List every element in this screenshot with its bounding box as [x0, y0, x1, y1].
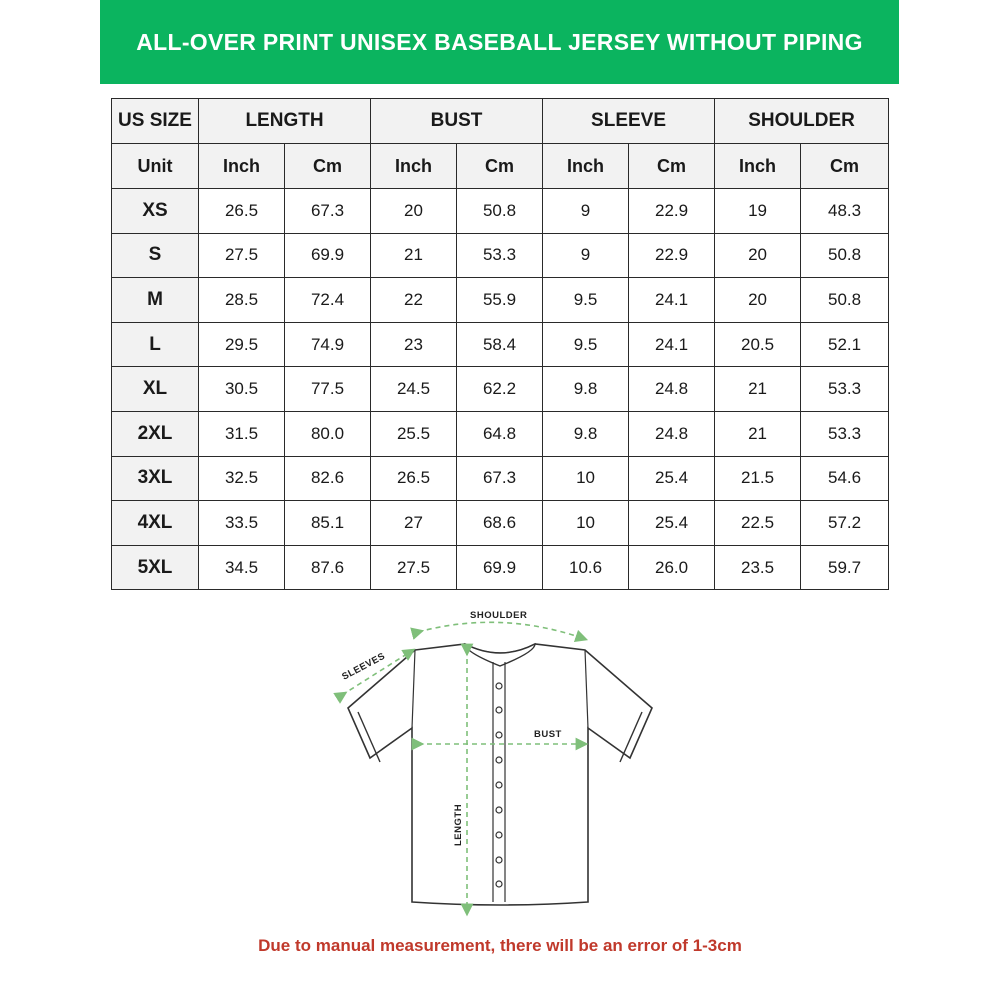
unit-cell: Inch — [543, 144, 629, 189]
value-cell: 26.5 — [199, 189, 285, 234]
value-cell: 67.3 — [457, 456, 543, 501]
table-row — [112, 456, 889, 501]
value-cell: 28.5 — [199, 278, 285, 323]
value-cell: 25.4 — [629, 501, 715, 546]
unit-cell: Cm — [457, 144, 543, 189]
value-cell: 53.3 — [457, 233, 543, 278]
value-cell: 25.5 — [371, 411, 457, 456]
size-cell: 2XL — [112, 411, 199, 456]
group-header-length: LENGTH — [199, 99, 371, 144]
value-cell: 72.4 — [285, 278, 371, 323]
table-row — [112, 545, 889, 590]
value-cell: 69.9 — [457, 545, 543, 590]
value-cell: 67.3 — [285, 189, 371, 234]
value-cell: 10 — [543, 501, 629, 546]
unit-header-row — [112, 144, 889, 189]
value-cell: 25.4 — [629, 456, 715, 501]
value-cell: 55.9 — [457, 278, 543, 323]
size-chart-table — [111, 98, 889, 590]
size-cell: 5XL — [112, 545, 199, 590]
unit-cell: Inch — [371, 144, 457, 189]
value-cell: 62.2 — [457, 367, 543, 412]
value-cell: 68.6 — [457, 501, 543, 546]
value-cell: 24.8 — [629, 367, 715, 412]
table-row — [112, 367, 889, 412]
value-cell: 59.7 — [801, 545, 889, 590]
value-cell: 30.5 — [199, 367, 285, 412]
value-cell: 20 — [715, 233, 801, 278]
unit-cell: Cm — [285, 144, 371, 189]
sleeves-label: SLEEVES — [340, 650, 388, 683]
table-row — [112, 411, 889, 456]
value-cell: 34.5 — [199, 545, 285, 590]
title-banner — [100, 0, 899, 84]
jersey-measurement-diagram — [330, 600, 670, 920]
value-cell: 20.5 — [715, 322, 801, 367]
value-cell: 10 — [543, 456, 629, 501]
size-cell: M — [112, 278, 199, 323]
value-cell: 85.1 — [285, 501, 371, 546]
shoulder-measure-line — [418, 622, 582, 638]
jersey-illustration — [330, 600, 670, 920]
value-cell: 29.5 — [199, 322, 285, 367]
measurement-note: Due to manual measurement, there will be an error of 1-3cm — [258, 936, 742, 955]
value-cell: 50.8 — [801, 233, 889, 278]
value-cell: 31.5 — [199, 411, 285, 456]
size-cell: 3XL — [112, 456, 199, 501]
value-cell: 9.8 — [543, 411, 629, 456]
value-cell: 19 — [715, 189, 801, 234]
value-cell: 57.2 — [801, 501, 889, 546]
value-cell: 52.1 — [801, 322, 889, 367]
value-cell: 21 — [715, 411, 801, 456]
table-row — [112, 233, 889, 278]
group-header-shoulder: SHOULDER — [715, 99, 889, 144]
table-row — [112, 501, 889, 546]
value-cell: 58.4 — [457, 322, 543, 367]
value-cell: 9.8 — [543, 367, 629, 412]
value-cell: 24.1 — [629, 322, 715, 367]
size-cell: L — [112, 322, 199, 367]
unit-cell: Cm — [629, 144, 715, 189]
value-cell: 22.9 — [629, 233, 715, 278]
value-cell: 26.0 — [629, 545, 715, 590]
value-cell: 33.5 — [199, 501, 285, 546]
shoulder-label: SHOULDER — [470, 610, 528, 621]
value-cell: 22.9 — [629, 189, 715, 234]
value-cell: 9 — [543, 233, 629, 278]
table-row — [112, 189, 889, 234]
length-label: LENGTH — [453, 803, 464, 846]
value-cell: 9.5 — [543, 278, 629, 323]
value-cell: 77.5 — [285, 367, 371, 412]
value-cell: 22.5 — [715, 501, 801, 546]
value-cell: 53.3 — [801, 411, 889, 456]
unit-header-cell: Unit — [112, 144, 199, 189]
value-cell: 21 — [371, 233, 457, 278]
value-cell: 50.8 — [801, 278, 889, 323]
value-cell: 53.3 — [801, 367, 889, 412]
value-cell: 23.5 — [715, 545, 801, 590]
value-cell: 27.5 — [199, 233, 285, 278]
value-cell: 27.5 — [371, 545, 457, 590]
value-cell: 10.6 — [543, 545, 629, 590]
value-cell: 24.8 — [629, 411, 715, 456]
value-cell: 9.5 — [543, 322, 629, 367]
value-cell: 82.6 — [285, 456, 371, 501]
value-cell: 9 — [543, 189, 629, 234]
value-cell: 32.5 — [199, 456, 285, 501]
value-cell: 27 — [371, 501, 457, 546]
value-cell: 24.5 — [371, 367, 457, 412]
value-cell: 80.0 — [285, 411, 371, 456]
size-cell: XL — [112, 367, 199, 412]
size-cell: 4XL — [112, 501, 199, 546]
value-cell: 20 — [371, 189, 457, 234]
value-cell: 64.8 — [457, 411, 543, 456]
unit-cell: Cm — [801, 144, 889, 189]
size-header-cell: US SIZE — [112, 99, 199, 144]
value-cell: 87.6 — [285, 545, 371, 590]
size-cell: XS — [112, 189, 199, 234]
unit-cell: Inch — [199, 144, 285, 189]
value-cell: 50.8 — [457, 189, 543, 234]
value-cell: 23 — [371, 322, 457, 367]
value-cell: 20 — [715, 278, 801, 323]
size-cell: S — [112, 233, 199, 278]
group-header-sleeve: SLEEVE — [543, 99, 715, 144]
value-cell: 54.6 — [801, 456, 889, 501]
page-title: ALL-OVER PRINT UNISEX BASEBALL JERSEY WITHOUT PIPING — [136, 28, 863, 55]
unit-cell: Inch — [715, 144, 801, 189]
table-row — [112, 322, 889, 367]
bust-label: BUST — [534, 729, 562, 740]
value-cell: 26.5 — [371, 456, 457, 501]
value-cell: 69.9 — [285, 233, 371, 278]
value-cell: 48.3 — [801, 189, 889, 234]
group-header-row — [112, 99, 889, 144]
value-cell: 74.9 — [285, 322, 371, 367]
value-cell: 22 — [371, 278, 457, 323]
value-cell: 21.5 — [715, 456, 801, 501]
table-row — [112, 278, 889, 323]
value-cell: 21 — [715, 367, 801, 412]
value-cell: 24.1 — [629, 278, 715, 323]
group-header-bust: BUST — [371, 99, 543, 144]
